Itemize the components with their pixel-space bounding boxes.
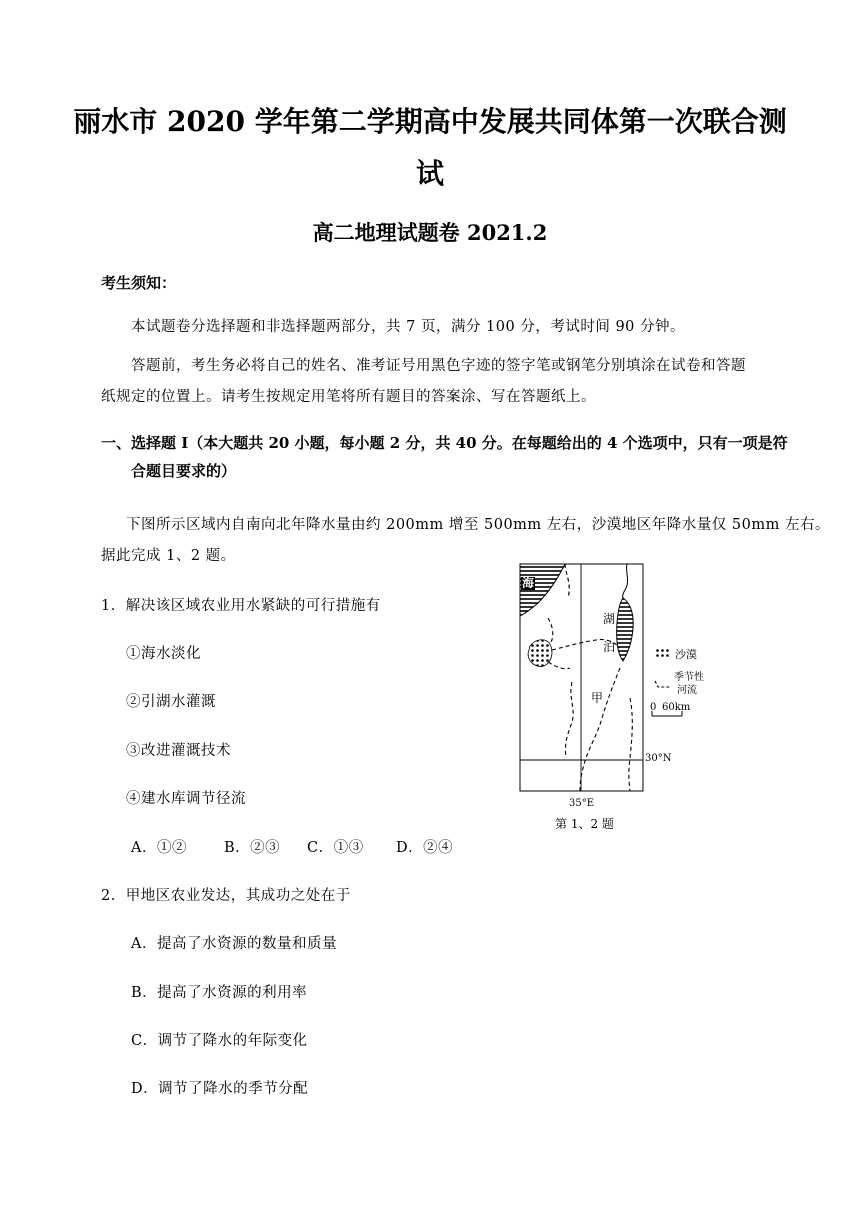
legend-desert-swatch [655, 648, 669, 658]
river-north [623, 564, 628, 598]
q2-option-b[interactable]: B．提高了水资源的利用率 [131, 985, 308, 1001]
section1-heading-cont: 合题目要求的） [131, 462, 237, 480]
q1-item-4: ④建水库调节径流 [126, 791, 246, 807]
seasonal-river [580, 668, 620, 791]
notice-heading: 考生须知： [101, 274, 177, 292]
legend-river-label-2: 河流 [677, 685, 697, 696]
lake-area [617, 598, 633, 661]
lake-label-1: 湖 [603, 612, 616, 626]
page-title: 丽水市 2020 学年第二学期高中发展共同体第一次联合测 [73, 105, 787, 138]
q1-item-3: ③改进灌溉技术 [126, 743, 231, 759]
seasonal-river [629, 698, 632, 791]
q1-option-b[interactable]: B．②③ [224, 840, 281, 856]
intro-line1: 下图所示区域内自南向北年降水量由约 200mm 增至 500mm 左右，沙漠地区年降水量仅 50mm 左右。 [126, 517, 830, 533]
notice-para1: 本试题卷分选择题和非选择题两部分，共 7 页，满分 100 分，考试时间 90 分钟。 [131, 319, 686, 335]
intro-line2: 据此完成 1、2 题。 [101, 548, 236, 564]
latitude-label: 30°N [645, 753, 672, 764]
q2-stem: 2．甲地区农业发达，其成功之处在于 [101, 888, 351, 904]
scale-zero: 0 [650, 702, 657, 713]
q1-item-1: ①海水淡化 [126, 646, 201, 662]
legend-river-label-1: 季节性 [674, 672, 704, 683]
q2-option-c[interactable]: C．调节了降水的年际变化 [131, 1033, 308, 1049]
lake-label-2: 泊 [603, 640, 616, 654]
q1-option-c[interactable]: C．①③ [307, 840, 364, 856]
q1-option-a[interactable]: A．①② [131, 840, 187, 856]
seasonal-river [565, 564, 569, 598]
section1-heading: 一、选择题 I（本大题共 20 小题，每小题 2 分，共 40 分。在每题给出的 4 个选项中，只有一项是符 [101, 434, 788, 452]
sea-label: 海 [522, 576, 535, 590]
page-title-continued: 试 [415, 157, 444, 190]
figure-caption: 第 1、2 题 [555, 817, 614, 831]
scale-distance: 60km [662, 702, 691, 713]
q2-option-d[interactable]: D．调节了降水的季节分配 [131, 1081, 309, 1097]
sea-area [520, 564, 565, 616]
notice-para2-line2: 纸规定的位置上。请考生按规定用笔将所有题目的答案涂、写在答题纸上。 [101, 389, 596, 405]
legend-river-swatch [655, 681, 670, 687]
page-subtitle: 高二地理试题卷 2021.2 [312, 220, 548, 245]
region-map [510, 558, 720, 838]
notice-para2-line1: 答题前，考生务必将自己的姓名、准考证号用黑色字迹的签字笔或钢笔分别填涂在试卷和答题 [131, 358, 746, 374]
q1-item-2: ②引湖水灌溉 [126, 694, 216, 710]
q2-option-a[interactable]: A．提高了水资源的数量和质量 [131, 936, 337, 952]
seasonal-river [548, 662, 570, 669]
seasonal-river [548, 618, 553, 644]
seasonal-river [565, 682, 573, 758]
q1-option-d[interactable]: D．②④ [396, 840, 454, 856]
longitude-label: 35°E [569, 798, 595, 809]
jia-label: 甲 [591, 691, 604, 705]
q1-stem: 1．解决该区域农业用水紧缺的可行措施有 [101, 598, 381, 614]
legend-desert-label: 沙漠 [675, 648, 697, 661]
